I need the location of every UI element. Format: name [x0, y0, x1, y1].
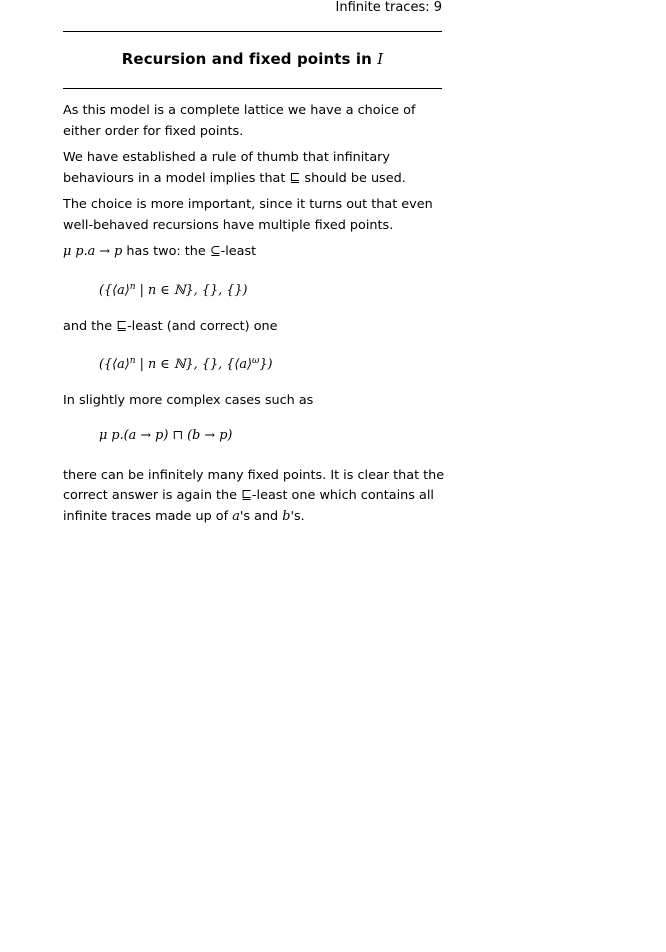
- section-title-text: Recursion and fixed points in: [121, 50, 378, 68]
- display-subset-least: [63, 277, 445, 297]
- math-span: | n ∈ ℕ}, {}, {}): [135, 282, 248, 298]
- text-span: -least (and correct) one: [127, 318, 278, 334]
- text-span: 's.: [290, 508, 305, 524]
- text-span: We have established a rule of thumb that infinitary behaviours in a model implies that: [63, 150, 391, 186]
- paragraph-infinitely-many: [63, 466, 445, 528]
- display-refinement-least: [63, 351, 445, 371]
- body-content: [63, 101, 445, 533]
- math-span: ({⟨a⟩: [99, 282, 130, 298]
- paragraph-complex-cases: In slightly more complex cases such as: [63, 393, 314, 408]
- subset-symbol: ⊆: [209, 244, 221, 259]
- running-head: Infinite traces: 9: [335, 0, 442, 15]
- paragraph-choice: The choice is more important, since it turns out that even well-behaved recursions have multiple fixed points.: [63, 197, 433, 233]
- section-title-symbol: I: [377, 50, 384, 68]
- text-span: and the: [63, 318, 117, 334]
- math-var-a: a: [232, 508, 240, 524]
- display-complex-recursion: μ p.(a → p) ⊓ (b → p): [99, 427, 233, 443]
- text-span: -least: [220, 244, 257, 259]
- text-span: has two: the: [122, 244, 210, 259]
- refinement-symbol: ⊑: [289, 170, 301, 186]
- math-superscript: n: [129, 281, 136, 292]
- text-span: 's and: [239, 508, 283, 524]
- title-rule: [63, 88, 442, 89]
- math-span: }): [259, 357, 273, 372]
- math-superscript: ω: [252, 356, 260, 366]
- refinement-symbol: ⊑: [116, 318, 128, 334]
- text-span: should be used.: [300, 170, 406, 186]
- text-span: there can be infinitely many fixed points. It is clear that the correct answer is again the: [63, 467, 445, 503]
- text-span: -least one which contains all infinite traces made up of: [63, 488, 434, 524]
- math-span: | n ∈ ℕ}, {}, {⟨a⟩: [135, 357, 252, 372]
- paragraph-correct-one: [63, 317, 445, 338]
- recursion-expression: μ p.a → p: [63, 244, 123, 259]
- math-superscript: n: [129, 356, 136, 366]
- paragraph-lattice: As this model is a complete lattice we have a choice of either order for fixed points.: [63, 103, 416, 139]
- math-span: ({⟨a⟩: [99, 357, 130, 372]
- page-header: [63, 0, 442, 32]
- refinement-symbol: ⊑: [241, 488, 252, 503]
- math-var-b: b: [282, 508, 291, 524]
- section-title: [63, 50, 442, 68]
- paragraph-two-fixed-points: [63, 242, 445, 263]
- paragraph-rule-of-thumb: [63, 148, 445, 189]
